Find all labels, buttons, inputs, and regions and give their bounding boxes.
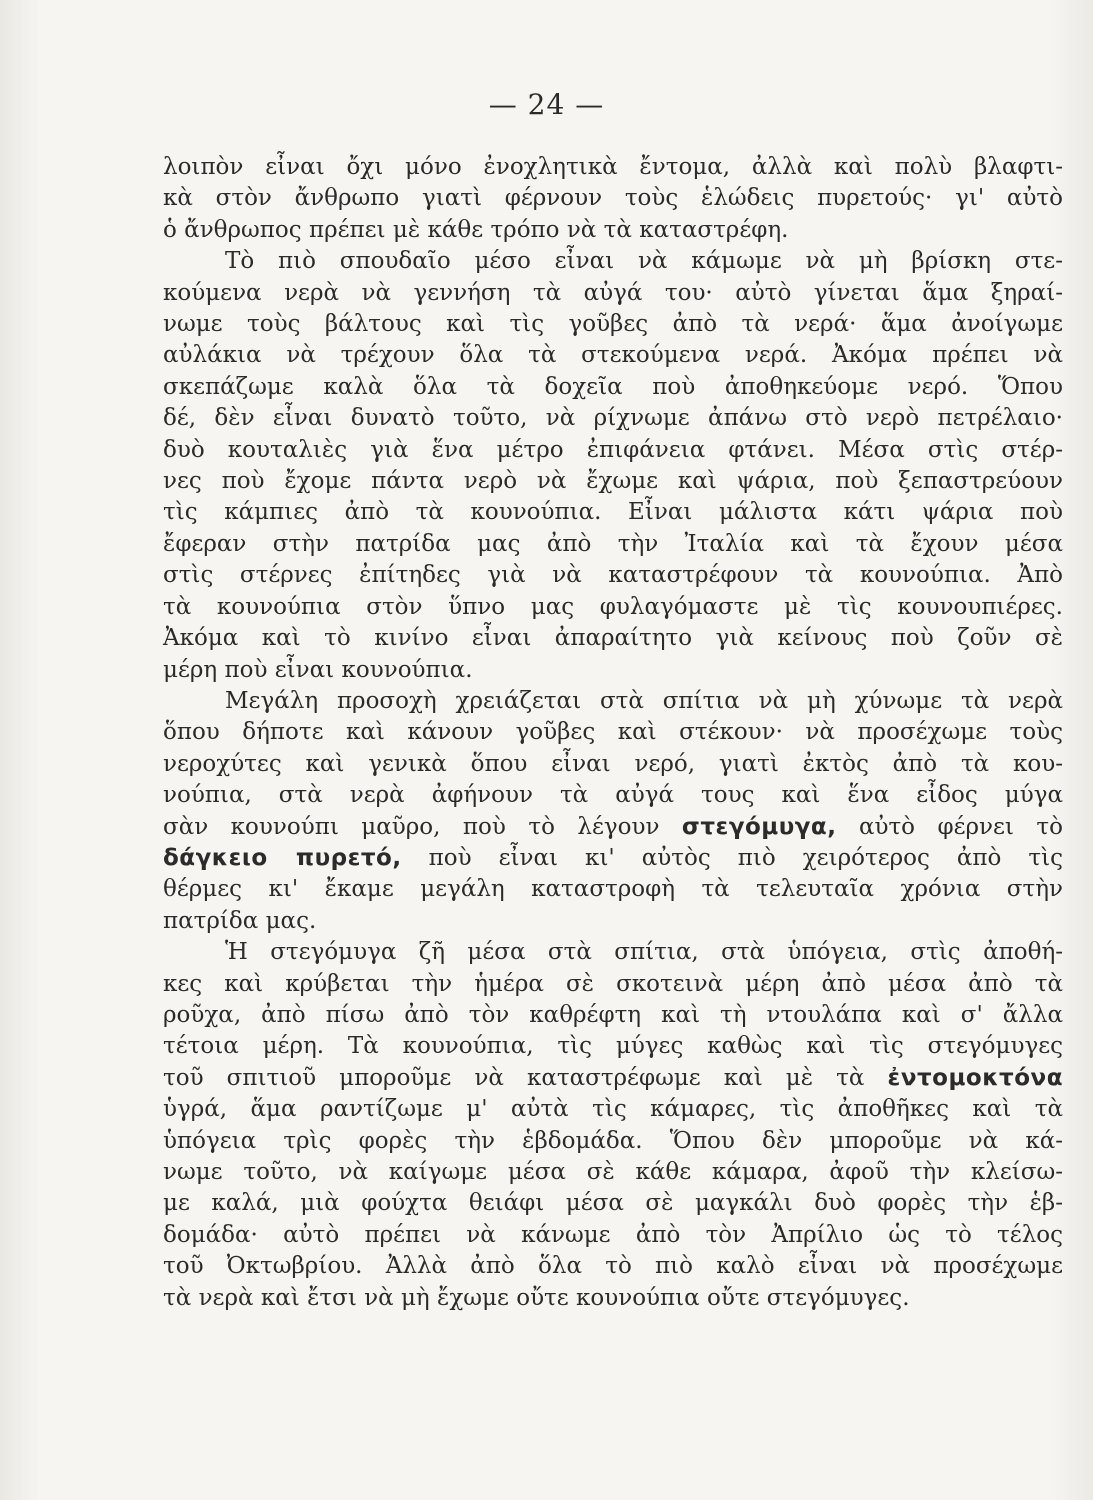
text-line: ὁ ἄνθρωπος πρέπει μὲ κάθε τρόπο νὰ τὰ καταστρέφη. bbox=[163, 216, 789, 243]
text-line: στὶς στέρνες ἐπίτηδες γιὰ νὰ καταστρέφουν τὰ κουνούπια. Ἀπὸ bbox=[163, 562, 1063, 589]
page-number: — 24 — bbox=[488, 88, 605, 121]
text-line: κούμενα νερὰ νὰ γεννήση τὰ αὐγά του· αὐτὸ γίνεται ἅμα ξηραί- bbox=[163, 279, 1063, 306]
text-line bbox=[163, 843, 1063, 874]
paragraph-3 bbox=[163, 686, 1063, 937]
text-line: τὰ κουνούπια στὸν ὕπνο μας φυλαγόμαστε μὲ τὶς κουνουπιέρες. bbox=[163, 593, 1063, 620]
text-line: δέ, δὲν εἶναι δυνατὸ τοῦτο, νὰ ρίχνωμε ἀπάνω στὸ νερὸ πετρέλαιο· bbox=[163, 405, 1063, 432]
text-line: τὶς κάμπιες ἀπὸ τὰ κουνούπια. Εἶναι μάλιστα κάτι ψάρια ποὺ bbox=[163, 499, 1063, 526]
text-line: κὰ στὸν ἄνθρωπο γιατὶ φέρνουν τοὺς ἑλώδεις πυρετούς· γι' αὐτὸ bbox=[163, 185, 1063, 212]
text-line: με καλά, μιὰ φούχτα θειάφι μέσα σὲ μαγκάλι δυὸ φορὲς τὴν ἑβ- bbox=[163, 1190, 1063, 1217]
text-line: δυὸ κουταλιὲς γιὰ ἕνα μέτρο ἐπιφάνεια φτάνει. Μέσα στὶς στέρ- bbox=[163, 436, 1063, 463]
text-line: Μεγάλη προσοχὴ χρειάζεται στὰ σπίτια νὰ μὴ χύνωμε τὰ νερὰ bbox=[225, 687, 1063, 714]
text-line: Ἡ στεγόμυγα ζῆ μέσα στὰ σπίτια, στὰ ὑπόγεια, στὶς ἀποθή- bbox=[225, 939, 1063, 966]
text-segment: αὐτὸ φέρνει τὸ bbox=[858, 813, 1063, 840]
text-line: σκεπάζωμε καλὰ ὅλα τὰ δοχεῖα ποὺ ἀποθηκεύομε νερό. Ὅπου bbox=[163, 373, 1063, 400]
text-line: τοῦ Ὀκτωβρίου. Ἀλλὰ ἀπὸ ὅλα τὸ πιὸ καλὸ εἶναι νὰ προσέχωμε bbox=[163, 1253, 1063, 1280]
text-line: νεροχύτες καὶ γενικὰ ὅπου εἶναι νερό, γιατὶ ἐκτὸς ἀπὸ τὰ κου- bbox=[163, 750, 1063, 777]
emphasized-term-stegomyga: στεγόμυγα, bbox=[681, 813, 837, 840]
text-line: νες ποὺ ἔχομε πάντα νερὸ νὰ ἔχωμε καὶ ψάρια, ποὺ ξεπαστρεύουν bbox=[163, 468, 1063, 495]
text-line: ροῦχα, ἀπὸ πίσω ἀπὸ τὸν καθρέφτη καὶ τὴ ντουλάπα καὶ σ' ἄλλα bbox=[163, 1001, 1063, 1028]
text-line: μέρη ποὺ εἶναι κουνούπια. bbox=[163, 656, 473, 683]
paragraph-4 bbox=[163, 937, 1063, 1314]
emphasized-term-insecticides: ἐντομοκτόνα bbox=[887, 1064, 1063, 1091]
paragraph-2 bbox=[163, 246, 1063, 686]
text-line: νωμε τοῦτο, νὰ καίγωμε μέσα σὲ κάθε κάμαρα, ἀφοῦ τὴν κλείσω- bbox=[163, 1159, 1063, 1185]
text-line: δομάδα· αὐτὸ πρέπει νὰ κάνωμε ἀπὸ τὸν Ἀπρίλιο ὡς τὸ τέλος bbox=[163, 1221, 1063, 1248]
body-text bbox=[163, 152, 1063, 1314]
text-line: θέρμες κι' ἔκαμε μεγάλη καταστροφὴ τὰ τελευταῖα χρόνια στὴν bbox=[163, 876, 1063, 903]
text-segment: ποὺ εἶναι κι' αὐτὸς πιὸ χειρότερος ἀπὸ τὶς bbox=[428, 844, 1063, 871]
text-line: αὐλάκια νὰ τρέχουν ὅλα τὰ στεκούμενα νερά. Ἀκόμα πρέπει νὰ bbox=[163, 342, 1063, 369]
text-line: ἔφεραν στὴν πατρίδα μας ἀπὸ τὴν Ἰταλία καὶ τὰ ἔχουν μέσα bbox=[163, 530, 1063, 557]
text-line: νούπια, στὰ νερὰ ἀφήνουν τὰ αὐγά τους καὶ ἕνα εἶδος μύγα bbox=[163, 782, 1063, 809]
text-line: λοιπὸν εἶναι ὄχι μόνο ἐνοχλητικὰ ἔντομα, ἀλλὰ καὶ πολὺ βλαφτι- bbox=[163, 154, 1063, 180]
paragraph-1 bbox=[163, 152, 1063, 246]
text-line: ὅπου δήποτε καὶ κάνουν γοῦβες καὶ στέκουν· νὰ προσέχωμε τοὺς bbox=[163, 719, 1063, 746]
text-line bbox=[163, 812, 1063, 843]
text-line: νωμε τοὺς βάλτους καὶ τὶς γοῦβες ἀπὸ τὰ νερά· ἅμα ἀνοίγωμε bbox=[163, 311, 1063, 338]
text-segment: σὰν κουνούπι μαῦρο, ποὺ τὸ λέγουν bbox=[163, 813, 660, 840]
text-line: τὰ νερὰ καὶ ἔτσι νὰ μὴ ἔχωμε οὔτε κουνούπια οὔτε στεγόμυγες. bbox=[163, 1284, 910, 1311]
text-segment: τοῦ σπιτιοῦ μποροῦμε νὰ καταστρέφωμε καὶ μὲ τὰ bbox=[163, 1064, 865, 1091]
text-line: Τὸ πιὸ σπουδαῖο μέσο εἶναι νὰ κάμωμε νὰ μὴ βρίσκη στε- bbox=[225, 248, 1063, 275]
text-line: πατρίδα μας. bbox=[163, 907, 317, 934]
text-line: κες καὶ κρύβεται τὴν ἡμέρα σὲ σκοτεινὰ μέρη ἀπὸ μέσα ἀπὸ τὰ bbox=[163, 970, 1063, 997]
text-line: τέτοια μέρη. Τὰ κουνούπια, τὶς μύγες καθὼς καὶ τὶς στεγόμυγες bbox=[163, 1033, 1063, 1060]
text-line: ὑπόγεια τρὶς φορὲς τὴν ἑβδομάδα. Ὅπου δὲν μποροῦμε νὰ κά- bbox=[163, 1127, 1063, 1154]
emphasized-term-dengue-fever: δάγκειο πυρετό, bbox=[163, 844, 402, 871]
text-line: Ἀκόμα καὶ τὸ κινίνο εἶναι ἀπαραίτητο γιὰ κείνους ποὺ ζοῦν σὲ bbox=[163, 625, 1063, 652]
text-line: ὑγρά, ἅμα ραντίζωμε μ' αὐτὰ τὶς κάμαρες, τὶς ἀποθῆκες καὶ τὰ bbox=[163, 1096, 1063, 1123]
text-line bbox=[163, 1063, 1063, 1094]
